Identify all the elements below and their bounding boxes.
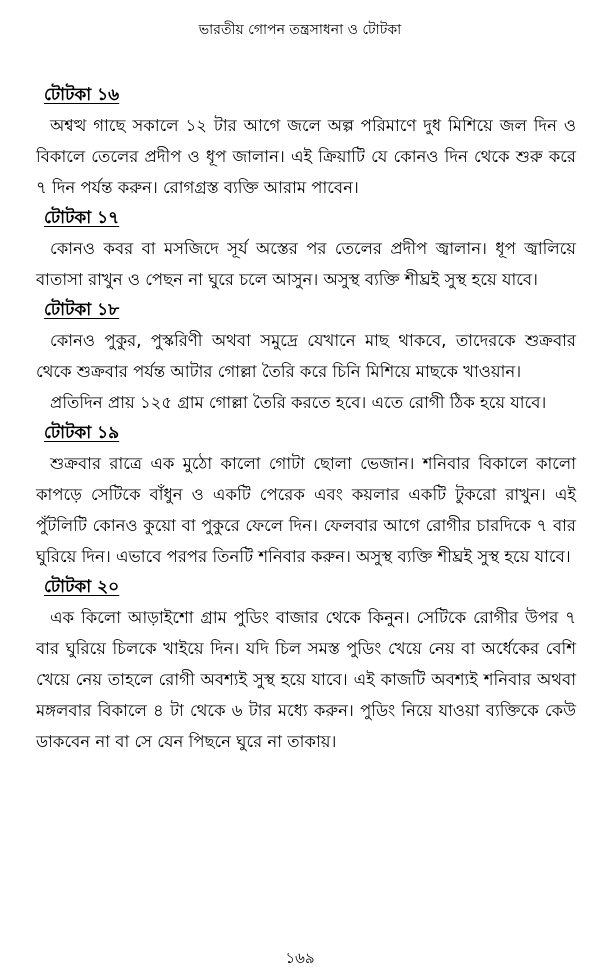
section-totka-20 [0,572,600,757]
section-heading: টোটকা ১৮ [44,300,120,320]
section-paragraph: কোনও পুকুর, পুস্করিণী অথবা সমুদ্রে যেখানে মাছ থাকবে, তাদেরকে শুক্রবার থেকে শুক্রবার পর্যন্ত আটার গোল্লা তৈরি করে চিনি মিশিয়ে মাছকে খাওয়ান। [36,331,576,381]
running-header: ভারতীয় গোপন তন্ত্রসাধনা ও টোটকা [198,22,402,38]
section-heading: টোটকা ২০ [44,577,120,597]
section-heading: টোটকা ১৭ [44,208,120,228]
section-heading: টোটকা ১৬ [44,85,120,105]
section-paragraph: এক কিলো আড়াইশো গ্রাম পুডিং বাজার থেকে কিনুন। সেটিকে রোগীর উপর ৭ বার ঘুরিয়ে চিলকে খাইয়ে দিন। যদি চিল সমস্ত পুডিং খেয়ে নেয় বা অর্ধেকের বেশি খেয়ে নেয় তাহলে রোগী অবশ্যই সুস্থ হয়ে যাবে। এই কাজটি অবশ্যই শনিবার অথবা মঙ্গলবার বিকালে ৪ টা থেকে ৬ টার মধ্যে করুন। পুডিং নিয়ে যাওয়া ব্যক্তিকে কেউ ডাকবেন না বা সে যেন পিছনে ঘুরে না তাকায়। [36,608,576,751]
page-body [0,80,600,757]
section-paragraph: অশ্বত্থ গাছে সকালে ১২ টার আগে জলে অল্প পরিমাণে দুধ মিশিয়ে জল দিন ও বিকালে তেলের প্রদীপ ও ধূপ জালান। এই ক্রিয়াটি যে কোনও দিন থেকে শুরু করে ৭ দিন পর্যন্ত করুন। রোগগ্রস্ত ব্যক্তি আরাম পাবেন। [36,116,576,197]
section-paragraph: কোনও কবর বা মসজিদে সূর্য অস্তের পর তেলের প্রদীপ জ্বালান। ধূপ জ্বালিয়ে বাতাসা রাখুন ও পেছন না ঘুরে চলে আসুন। অসুস্থ ব্যক্তি শীঘ্রই সুস্থ হয়ে যাবে। [36,239,576,289]
page-number: ১৬৯ [285,949,315,967]
section-totka-18 [0,295,600,418]
section-paragraph: প্রতিদিন প্রায় ১২৫ গ্রাম গোল্লা তৈরি করতে হবে। এতে রোগী ঠিক হয়ে যাবে। [50,393,547,412]
section-totka-19 [0,418,600,572]
section-totka-16 [0,80,600,203]
section-heading: টোটকা ১৯ [44,423,120,443]
section-paragraph: শুক্রবার রাত্রে এক মুঠো কালো গোটা ছোলা ভেজান। শনিবার বিকালে কালো কাপড়ে সেটিকে বাঁধুন ও একটি পেরেক এবং কয়লার একটি টুকরো রাখুন। এই পুঁটলিটি কোনও কুয়ো বা পুকুরে ফেলে দিন। ফেলবার আগে রোগীর চারদিকে ৭ বার ঘুরিয়ে দিন। এভাবে পরপর তিনটি শনিবার করুন। অসুস্থ ব্যক্তি শীঘ্রই সুস্থ হয়ে যাবে। [36,454,576,566]
section-totka-17 [0,203,600,295]
